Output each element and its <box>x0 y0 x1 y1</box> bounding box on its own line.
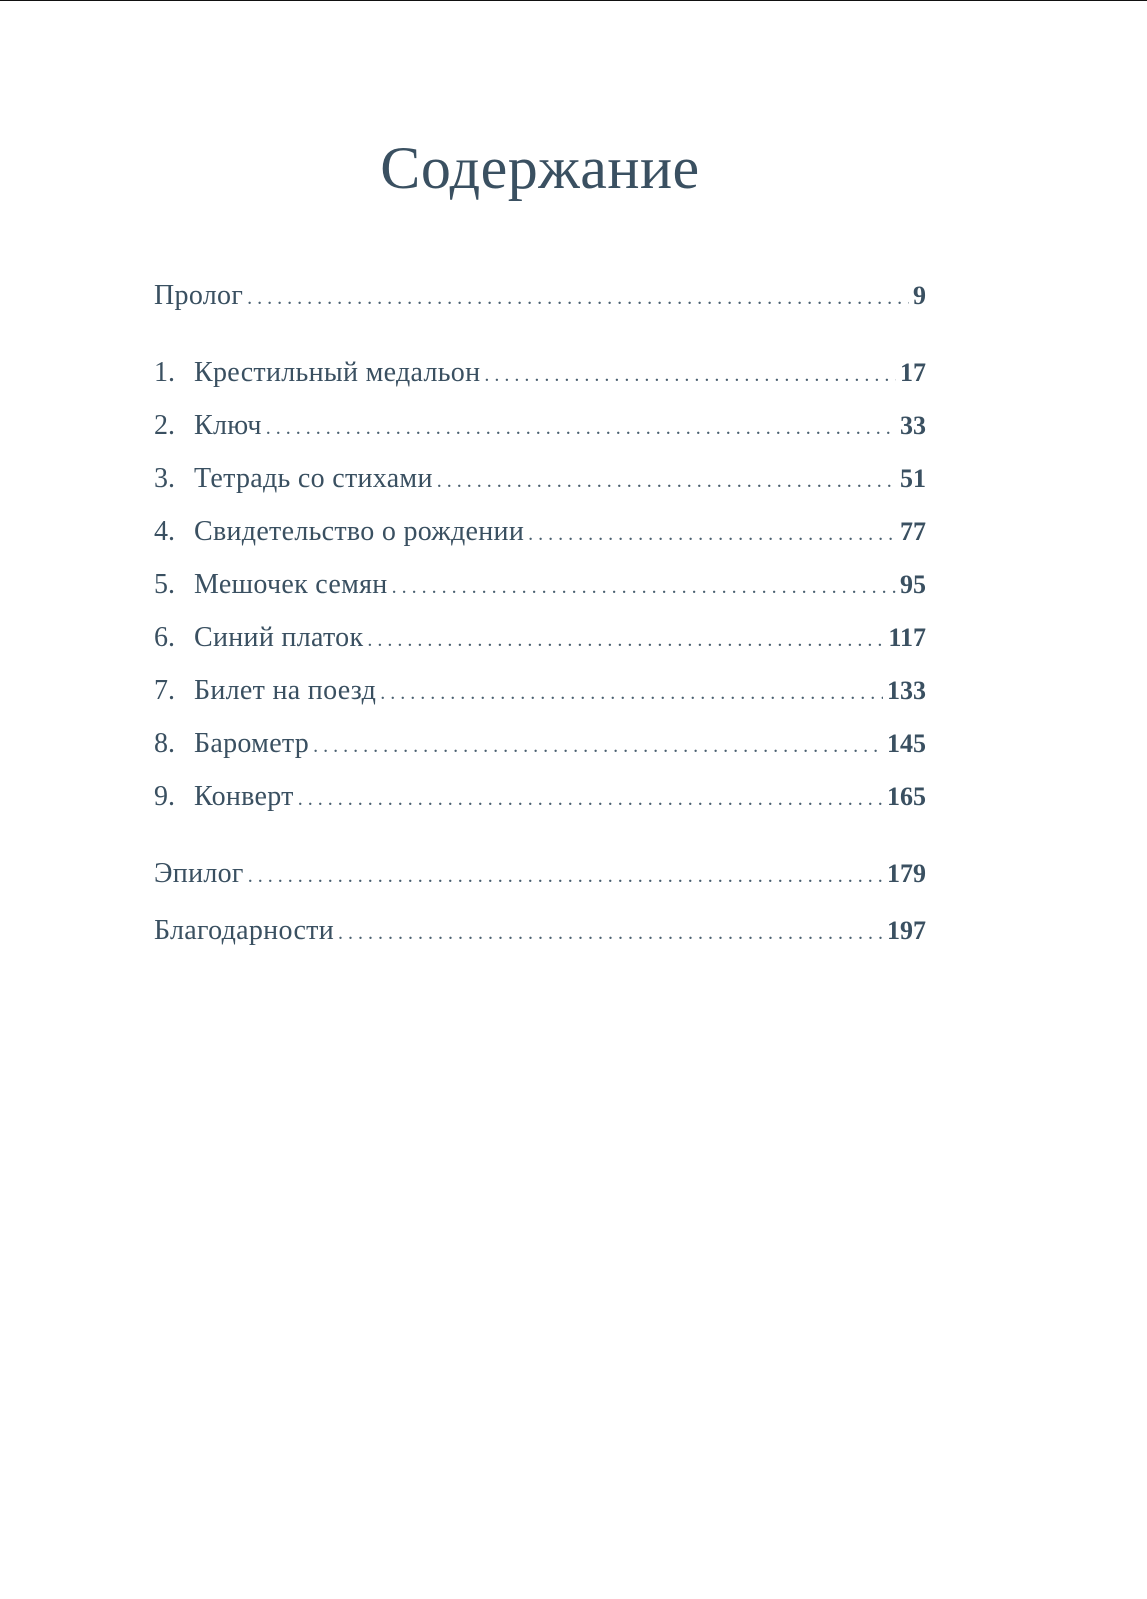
toc-entry-chapter-4[interactable] <box>154 512 926 552</box>
toc-entry-page: 165 <box>887 782 926 811</box>
toc-entry-label: Пролог <box>154 280 244 311</box>
toc-entry-page: 95 <box>900 570 926 599</box>
toc-entry-chapter-5[interactable] <box>154 565 926 605</box>
toc-entry-chapter-1[interactable] <box>154 353 926 393</box>
dot-leader <box>437 461 896 501</box>
toc-entry-page: 179 <box>887 859 926 888</box>
dot-leader <box>313 726 883 766</box>
toc-entry-label: Ключ <box>194 410 262 441</box>
toc-entry-label: Крестильный медальон <box>194 357 481 388</box>
toc-entry-label: Благодарности <box>154 915 334 946</box>
toc-entry-prologue[interactable] <box>154 276 926 316</box>
dot-leader <box>247 278 909 318</box>
chapter-number: 9. <box>154 781 175 812</box>
toc-entry-page: 77 <box>900 517 926 546</box>
top-border-line <box>0 0 1147 1</box>
toc-entry-label: Конверт <box>194 781 294 812</box>
page-title: Содержание <box>380 135 700 201</box>
toc-entry-chapter-2[interactable] <box>154 406 926 446</box>
chapter-number: 4. <box>154 516 175 547</box>
toc-entry-page: 51 <box>900 464 926 493</box>
chapter-number: 8. <box>154 728 175 759</box>
toc-entry-label: Тетрадь со стихами <box>194 463 433 494</box>
dot-leader <box>380 673 883 713</box>
toc-entry-chapter-8[interactable] <box>154 724 926 764</box>
toc-entry-page: 133 <box>887 676 926 705</box>
toc-entry-chapter-6[interactable] <box>154 618 926 658</box>
toc-entry-chapter-3[interactable] <box>154 459 926 499</box>
toc-entry-page: 17 <box>900 358 926 387</box>
chapter-number: 2. <box>154 410 175 441</box>
dot-leader <box>528 514 896 554</box>
dot-leader <box>392 567 896 607</box>
chapter-number: 3. <box>154 463 175 494</box>
toc-entry-page: 9 <box>913 281 926 310</box>
toc-entry-label: Эпилог <box>154 858 244 889</box>
toc-entry-label: Синий платок <box>194 622 364 653</box>
toc-entry-page: 117 <box>888 623 926 652</box>
dot-leader <box>338 913 883 953</box>
chapter-number: 6. <box>154 622 175 653</box>
chapter-number: 7. <box>154 675 175 706</box>
chapter-number: 1. <box>154 357 175 388</box>
dot-leader <box>248 856 883 896</box>
toc-entry-page: 197 <box>887 916 926 945</box>
toc-entry-label: Свидетельство о рождении <box>194 516 525 547</box>
toc-entry-label: Мешочек семян <box>194 569 388 600</box>
toc-entry-chapter-9[interactable] <box>154 777 926 817</box>
toc-entry-acknowledgements[interactable] <box>154 911 926 951</box>
toc-entry-chapter-7[interactable] <box>154 671 926 711</box>
dot-leader <box>298 779 883 819</box>
dot-leader <box>484 355 896 395</box>
dot-leader <box>367 620 884 660</box>
toc-entry-label: Билет на поезд <box>194 675 377 706</box>
toc-entry-label: Барометр <box>194 728 310 759</box>
toc-entry-page: 145 <box>887 729 926 758</box>
chapter-number: 5. <box>154 569 175 600</box>
dot-leader <box>266 408 896 448</box>
toc-entry-page: 33 <box>900 411 926 440</box>
toc-entry-epilogue[interactable] <box>154 854 926 894</box>
